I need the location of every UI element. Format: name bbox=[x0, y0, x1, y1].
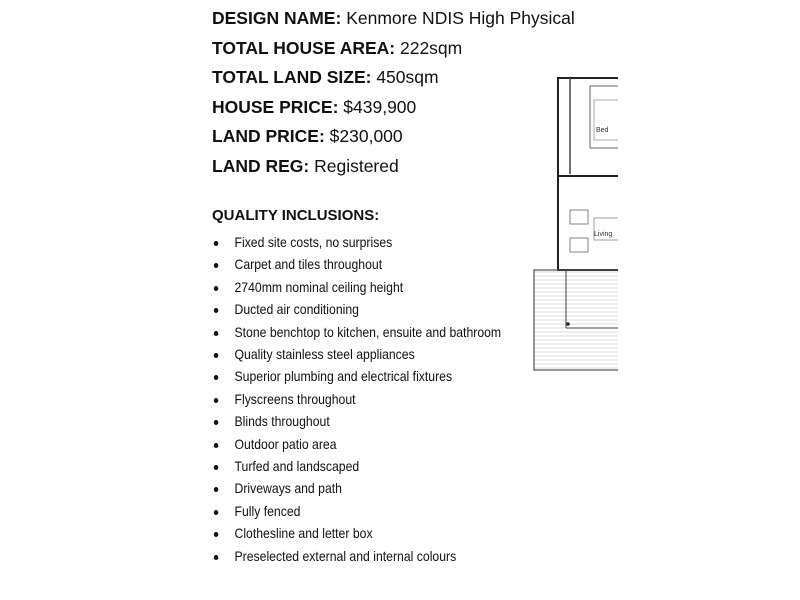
detail-label: TOTAL HOUSE AREA: bbox=[212, 37, 396, 58]
bullet-icon bbox=[214, 443, 219, 448]
list-item bbox=[212, 478, 509, 500]
floor-plan-armchair bbox=[570, 238, 588, 252]
bullet-icon bbox=[214, 510, 219, 515]
list-item-text: Turfed and landscaped bbox=[234, 459, 360, 475]
bullet-icon bbox=[214, 487, 219, 492]
list-item-text: Carpet and tiles throughout bbox=[234, 257, 383, 273]
bullet-icon bbox=[214, 465, 219, 470]
bullet-icon bbox=[214, 555, 219, 560]
room-label-bed: Bed bbox=[596, 127, 609, 134]
list-item bbox=[212, 299, 509, 321]
detail-house-area bbox=[212, 34, 612, 64]
list-item bbox=[212, 456, 509, 478]
floor-plan-bed bbox=[594, 100, 618, 140]
floor-plan-image bbox=[530, 74, 618, 374]
bullet-icon bbox=[214, 331, 219, 336]
detail-label: DESIGN NAME: bbox=[212, 8, 342, 28]
room-label-living: Living bbox=[594, 231, 613, 238]
list-item-text: Flyscreens throughout bbox=[234, 391, 356, 407]
list-item-text: Ducted air conditioning bbox=[234, 302, 359, 318]
list-item bbox=[212, 277, 509, 299]
floor-plan-drawing bbox=[530, 74, 618, 374]
floor-plan-marker bbox=[566, 322, 570, 326]
list-item-text: Stone benchtop to kitchen, ensuite and bathroom bbox=[234, 324, 502, 340]
detail-value: 450sqm bbox=[376, 67, 439, 88]
list-item-text: Blinds throughout bbox=[234, 414, 330, 430]
list-item bbox=[212, 344, 509, 366]
bullet-icon bbox=[214, 353, 219, 358]
floor-plan-deck bbox=[534, 270, 618, 370]
inclusions-list bbox=[212, 232, 542, 568]
list-item bbox=[212, 546, 509, 568]
detail-label: LAND PRICE: bbox=[212, 126, 325, 147]
list-item bbox=[212, 254, 509, 276]
detail-design-name bbox=[212, 4, 612, 34]
list-item-text: Quality stainless steel appliances bbox=[234, 347, 415, 363]
list-item bbox=[212, 434, 509, 456]
list-item-text: Fully fenced bbox=[234, 503, 301, 519]
list-item-text: Outdoor patio area bbox=[234, 436, 337, 452]
detail-label: TOTAL LAND SIZE: bbox=[212, 67, 372, 88]
detail-value: 222sqm bbox=[399, 37, 463, 58]
detail-value: Kenmore NDIS High Physical bbox=[346, 8, 575, 28]
bullet-icon bbox=[214, 308, 219, 313]
bullet-icon bbox=[214, 398, 219, 403]
list-item bbox=[212, 501, 509, 523]
list-item-text: 2740mm nominal ceiling height bbox=[234, 279, 404, 295]
floor-plan-armchair bbox=[570, 210, 588, 224]
list-item bbox=[212, 232, 509, 254]
list-item bbox=[212, 389, 509, 411]
detail-label: HOUSE PRICE: bbox=[212, 96, 339, 117]
bullet-icon bbox=[214, 263, 219, 268]
detail-label: LAND REG: bbox=[212, 155, 310, 176]
bullet-icon bbox=[214, 375, 219, 380]
bullet-icon bbox=[214, 532, 219, 537]
detail-value: $439,900 bbox=[343, 96, 417, 117]
bullet-icon bbox=[214, 286, 219, 291]
list-item bbox=[212, 523, 509, 545]
detail-value: Registered bbox=[314, 155, 399, 176]
list-item-text: Superior plumbing and electrical fixtures bbox=[234, 369, 453, 385]
list-item-text: Driveways and path bbox=[234, 481, 342, 497]
detail-value: $230,000 bbox=[329, 126, 403, 147]
list-item-text: Clothesline and letter box bbox=[234, 526, 373, 542]
inclusions-heading: QUALITY INCLUSIONS: bbox=[212, 207, 380, 224]
bullet-icon bbox=[214, 420, 219, 425]
list-item bbox=[212, 322, 509, 344]
list-item bbox=[212, 366, 509, 388]
list-item-text: Preselected external and internal colours bbox=[234, 548, 457, 564]
list-item bbox=[212, 411, 509, 433]
bullet-icon bbox=[214, 241, 219, 246]
list-item-text: Fixed site costs, no surprises bbox=[234, 235, 393, 250]
